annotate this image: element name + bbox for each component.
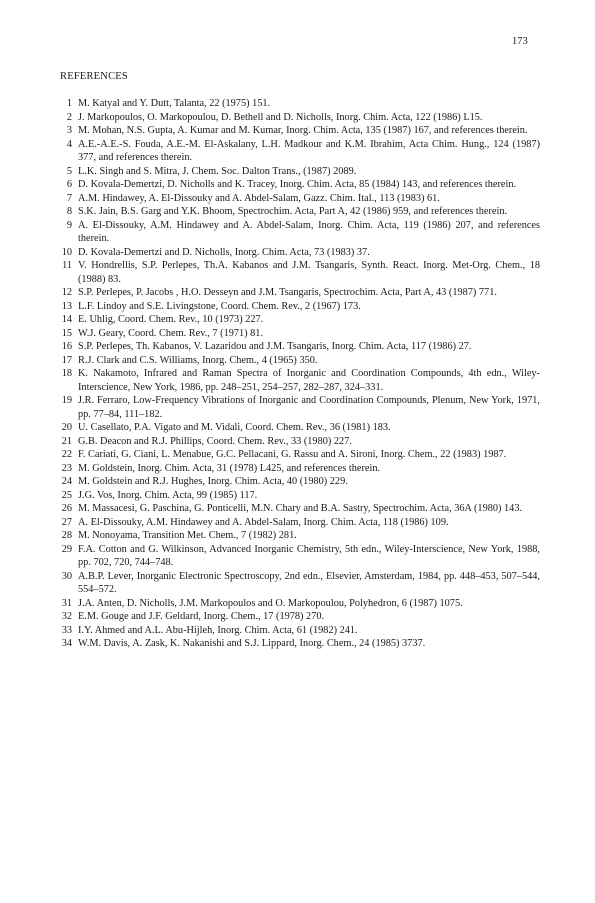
reference-item [52, 219, 540, 246]
reference-item [52, 97, 540, 111]
reference-number: 28 [61, 530, 72, 541]
reference-number: 27 [61, 516, 72, 528]
reference-text: M. Mohan, N.S. Gupta, A. Kumar and M. Kumar, Inorg. Chim. Acta, 135 (1987) 167, and references therein. [78, 125, 528, 136]
reference-item [52, 367, 540, 394]
reference-text: D. Kovala-Demertzi and D. Nicholls, Inorg. Chim. Acta, 73 (1983) 37. [78, 246, 370, 258]
reference-text: S.P. Perlepes, P. Jacobs , H.O. Desseyn and J.M. Tsangaris, Spectrochim. Acta, Part A, 43 (1987) 771. [78, 287, 497, 298]
page-number: 173 [512, 36, 528, 47]
reference-number: 19 [61, 395, 72, 406]
reference-text: L.F. Lindoy and S.E. Livingstone, Coord. Chem. Rev., 2 (1967) 173. [78, 300, 361, 312]
reference-text: V. Hondrellis, S.P. Perlepes, Th.A. Kabanos and J.M. Tsangaris, Synth. React. Inorg. Met-Org. Chem., 18 (1988) 83. [78, 260, 540, 285]
reference-text: G.B. Deacon and R.J. Phillips, Coord. Chem. Rev., 33 (1980) 227. [78, 435, 352, 447]
reference-text: R.J. Clark and C.S. Williams, Inorg. Chem., 4 (1965) 350. [78, 354, 318, 366]
reference-text: M. Nonoyama, Transition Met. Chem., 7 (1982) 281. [78, 530, 297, 541]
reference-text: A.E.-A.E.-S. Fouda, A.E.-M. El-Askalany, L.H. Madkour and K.M. Ibrahim, Acta Chim. Hung., 124 (1987) 377, and references therein. [78, 138, 540, 163]
reference-number: 32 [61, 611, 72, 622]
reference-number: 15 [61, 327, 72, 339]
reference-text: J.A. Anten, D. Nicholls, J.M. Markopoulos and O. Markopoulou, Polyhedron, 6 (1987) 1075. [78, 597, 463, 609]
reference-item [52, 165, 540, 179]
reference-list [52, 97, 540, 651]
reference-number: 3 [66, 125, 72, 136]
reference-text: L.K. Singh and S. Mitra, J. Chem. Soc. Dalton Trans., (1987) 2089. [78, 165, 357, 177]
reference-number: 4 [66, 138, 72, 150]
reference-text: F. Cariati, G. Ciani, L. Menabue, G.C. Pellacani, G. Rassu and A. Sironi, Inorg. Chem., 22 (1983) 1987. [78, 449, 507, 460]
reference-number: 1 [66, 98, 72, 109]
reference-item [52, 340, 540, 354]
reference-item [52, 624, 540, 638]
reference-item [52, 597, 540, 611]
reference-number: 33 [61, 624, 72, 636]
reference-number: 22 [61, 449, 72, 460]
reference-number: 2 [66, 111, 72, 123]
reference-number: 20 [61, 422, 72, 433]
reference-number: 21 [61, 435, 72, 447]
reference-number: 14 [61, 314, 72, 325]
reference-item [52, 286, 540, 300]
reference-item [52, 435, 540, 449]
reference-number: 7 [66, 192, 72, 204]
reference-number: 31 [61, 597, 72, 609]
reference-text: F.A. Cotton and G. Wilkinson, Advanced Inorganic Chemistry, 5th edn., Wiley-Interscience, New York, 1988, pp. 702, 720, 744–748. [78, 543, 540, 568]
reference-item [52, 502, 540, 516]
reference-item [52, 313, 540, 327]
reference-item [52, 192, 540, 206]
reference-number: 29 [61, 543, 72, 555]
reference-number: 25 [61, 489, 72, 501]
reference-item [52, 327, 540, 341]
reference-item [52, 448, 540, 462]
reference-item [52, 138, 540, 165]
reference-item [52, 516, 540, 530]
reference-item [52, 475, 540, 489]
reference-text: E. Uhlig, Coord. Chem. Rev., 10 (1973) 227. [78, 314, 264, 325]
reference-item [52, 259, 540, 286]
reference-item [52, 543, 540, 570]
reference-text: A. El-Dissouky, A.M. Hindawey and A. Abdel-Salam, Inorg. Chim. Acta, 118 (1986) 109. [78, 516, 449, 528]
reference-text: M. Goldstein, Inorg. Chim. Acta, 31 (1978) L425, and references therein. [78, 462, 381, 474]
reference-text: U. Casellato, P.A. Vigato and M. Vidali, Coord. Chem. Rev., 36 (1981) 183. [78, 422, 391, 433]
reference-item [52, 421, 540, 435]
section-title: REFERENCES [60, 71, 128, 82]
reference-text: J.R. Ferraro, Low-Frequency Vibrations of Inorganic and Coordination Compounds, Plenum, New York, 1971, pp. 77–84, 111–182. [78, 395, 540, 420]
reference-item [52, 637, 540, 651]
reference-item [52, 354, 540, 368]
reference-number: 30 [61, 570, 72, 582]
reference-item [52, 124, 540, 138]
reference-item [52, 529, 540, 543]
reference-text: M. Goldstein and R.J. Hughes, Inorg. Chim. Acta, 40 (1980) 229. [78, 476, 348, 487]
reference-text: S.P. Perlepes, Th. Kabanos, V. Lazaridou and J.M. Tsangaris, Inorg. Chim. Acta, 117 (1986) 27. [78, 341, 472, 352]
reference-number: 24 [61, 476, 72, 487]
reference-text: S.K. Jain, B.S. Garg and Y.K. Bhoom, Spectrochim. Acta, Part A, 42 (1986) 959, and references therein. [78, 206, 508, 217]
reference-number: 34 [61, 638, 72, 649]
reference-item [52, 570, 540, 597]
reference-item [52, 300, 540, 314]
reference-item [52, 462, 540, 476]
reference-text: D. Kovala-Demertzi, D. Nicholls and K. Tracey, Inorg. Chim. Acta, 85 (1984) 143, and references therein. [78, 179, 517, 190]
reference-number: 17 [61, 354, 72, 366]
reference-item [52, 489, 540, 503]
reference-text: E.M. Gouge and J.F. Geldard, Inorg. Chem., 17 (1978) 270. [78, 611, 325, 622]
reference-number: 16 [61, 341, 72, 352]
reference-text: K. Nakamoto, Infrared and Raman Spectra of Inorganic and Coordination Compounds, 4th edn., Wiley-Interscience, New York, 1986, pp. 248–251, 254–257, 282–287, 324–331. [78, 368, 540, 393]
reference-number: 9 [66, 219, 72, 231]
reference-number: 23 [61, 462, 72, 474]
reference-item [52, 178, 540, 192]
reference-number: 11 [62, 260, 72, 271]
reference-text: A. El-Dissouky, A.M. Hindawey and A. Abdel-Salam, Inorg. Chim. Acta, 119 (1986) 207, and references therein. [78, 219, 540, 244]
reference-number: 5 [66, 165, 72, 177]
reference-number: 8 [66, 206, 72, 217]
reference-item [52, 246, 540, 260]
reference-item [52, 111, 540, 125]
reference-number: 13 [61, 300, 72, 312]
reference-number: 6 [66, 179, 72, 190]
reference-item [52, 394, 540, 421]
reference-text: A.M. Hindawey, A. El-Dissouky and A. Abdel-Salam, Gazz. Chim. Ital., 113 (1983) 61. [78, 192, 440, 204]
reference-number: 26 [61, 503, 72, 514]
reference-text: W.J. Geary, Coord. Chem. Rev., 7 (1971) 81. [78, 327, 264, 339]
reference-number: 12 [61, 287, 72, 298]
reference-item [52, 610, 540, 624]
reference-text: J. Markopoulos, O. Markopoulou, D. Bethell and D. Nicholls, Inorg. Chim. Acta, 122 (1986) L15. [78, 111, 483, 123]
reference-number: 18 [61, 368, 72, 379]
reference-text: M. Massacesi, G. Paschina, G. Ponticelli, M.N. Chary and B.A. Sastry, Spectrochim. Acta, 36A (1980) 143. [78, 503, 523, 514]
reference-number: 10 [61, 246, 72, 258]
reference-text: M. Katyal and Y. Dutt, Talanta, 22 (1975) 151. [78, 98, 271, 109]
reference-text: W.M. Davis, A. Zask, K. Nakanishi and S.J. Lippard, Inorg. Chem., 24 (1985) 3737. [78, 638, 426, 649]
reference-text: I.Y. Ahmed and A.L. Abu-Hijleh, Inorg. Chim. Acta, 61 (1982) 241. [78, 624, 358, 636]
reference-text: J.G. Vos, Inorg. Chim. Acta, 99 (1985) 117. [78, 489, 258, 501]
reference-text: A.B.P. Lever, Inorganic Electronic Spectroscopy, 2nd edn., Elsevier, Amsterdam, 1984, pp. 448–453, 507–544, 554–572. [78, 570, 540, 595]
reference-item [52, 205, 540, 219]
